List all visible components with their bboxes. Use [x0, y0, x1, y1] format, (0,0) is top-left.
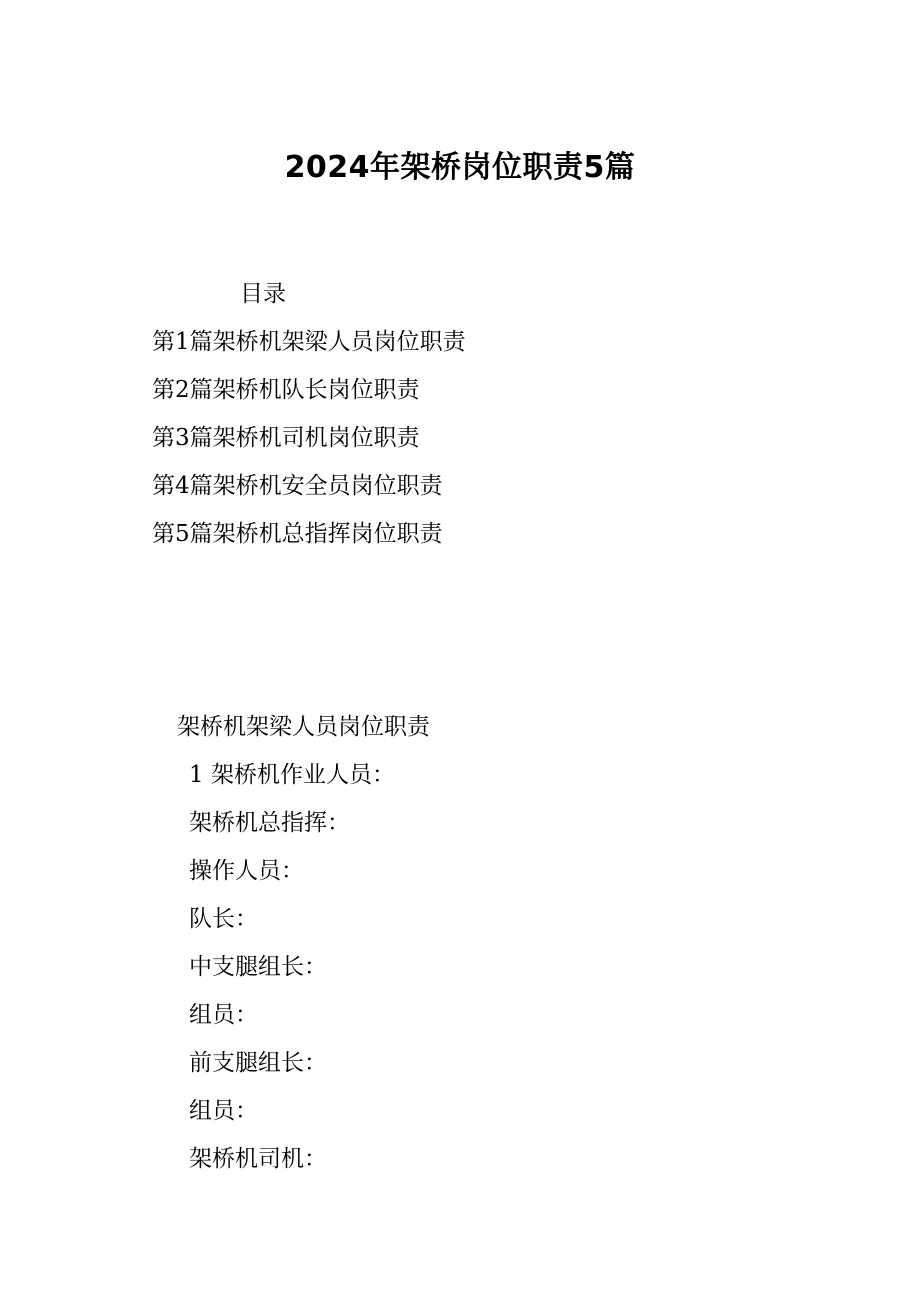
- section-body: [189, 759, 395, 1191]
- section-title: 架桥机架梁人员岗位职责: [177, 714, 430, 740]
- body-line: 架桥机总指挥：: [189, 810, 350, 836]
- body-line: 中支腿组长：: [189, 954, 327, 980]
- toc-item-5: 第5篇架桥机总指挥岗位职责: [152, 521, 443, 547]
- toc-item-3: 第3篇架桥机司机岗位职责: [152, 425, 420, 451]
- body-line: 组员：: [189, 1002, 258, 1028]
- document-title: 2024年架桥岗位职责5篇: [284, 150, 636, 185]
- body-line: 队长：: [189, 906, 258, 932]
- table-of-contents: [152, 326, 466, 566]
- toc-heading: 目录: [240, 281, 286, 307]
- toc-item-2: 第2篇架桥机队长岗位职责: [152, 377, 420, 403]
- toc-item-4: 第4篇架桥机安全员岗位职责: [152, 473, 443, 499]
- body-line: 操作人员：: [189, 858, 304, 884]
- body-line: 组员：: [189, 1098, 258, 1124]
- body-line: 1 架桥机作业人员：: [189, 762, 395, 788]
- body-line: 架桥机司机：: [189, 1146, 327, 1172]
- body-line: 前支腿组长：: [189, 1050, 327, 1076]
- toc-item-1: 第1篇架桥机架梁人员岗位职责: [152, 329, 466, 355]
